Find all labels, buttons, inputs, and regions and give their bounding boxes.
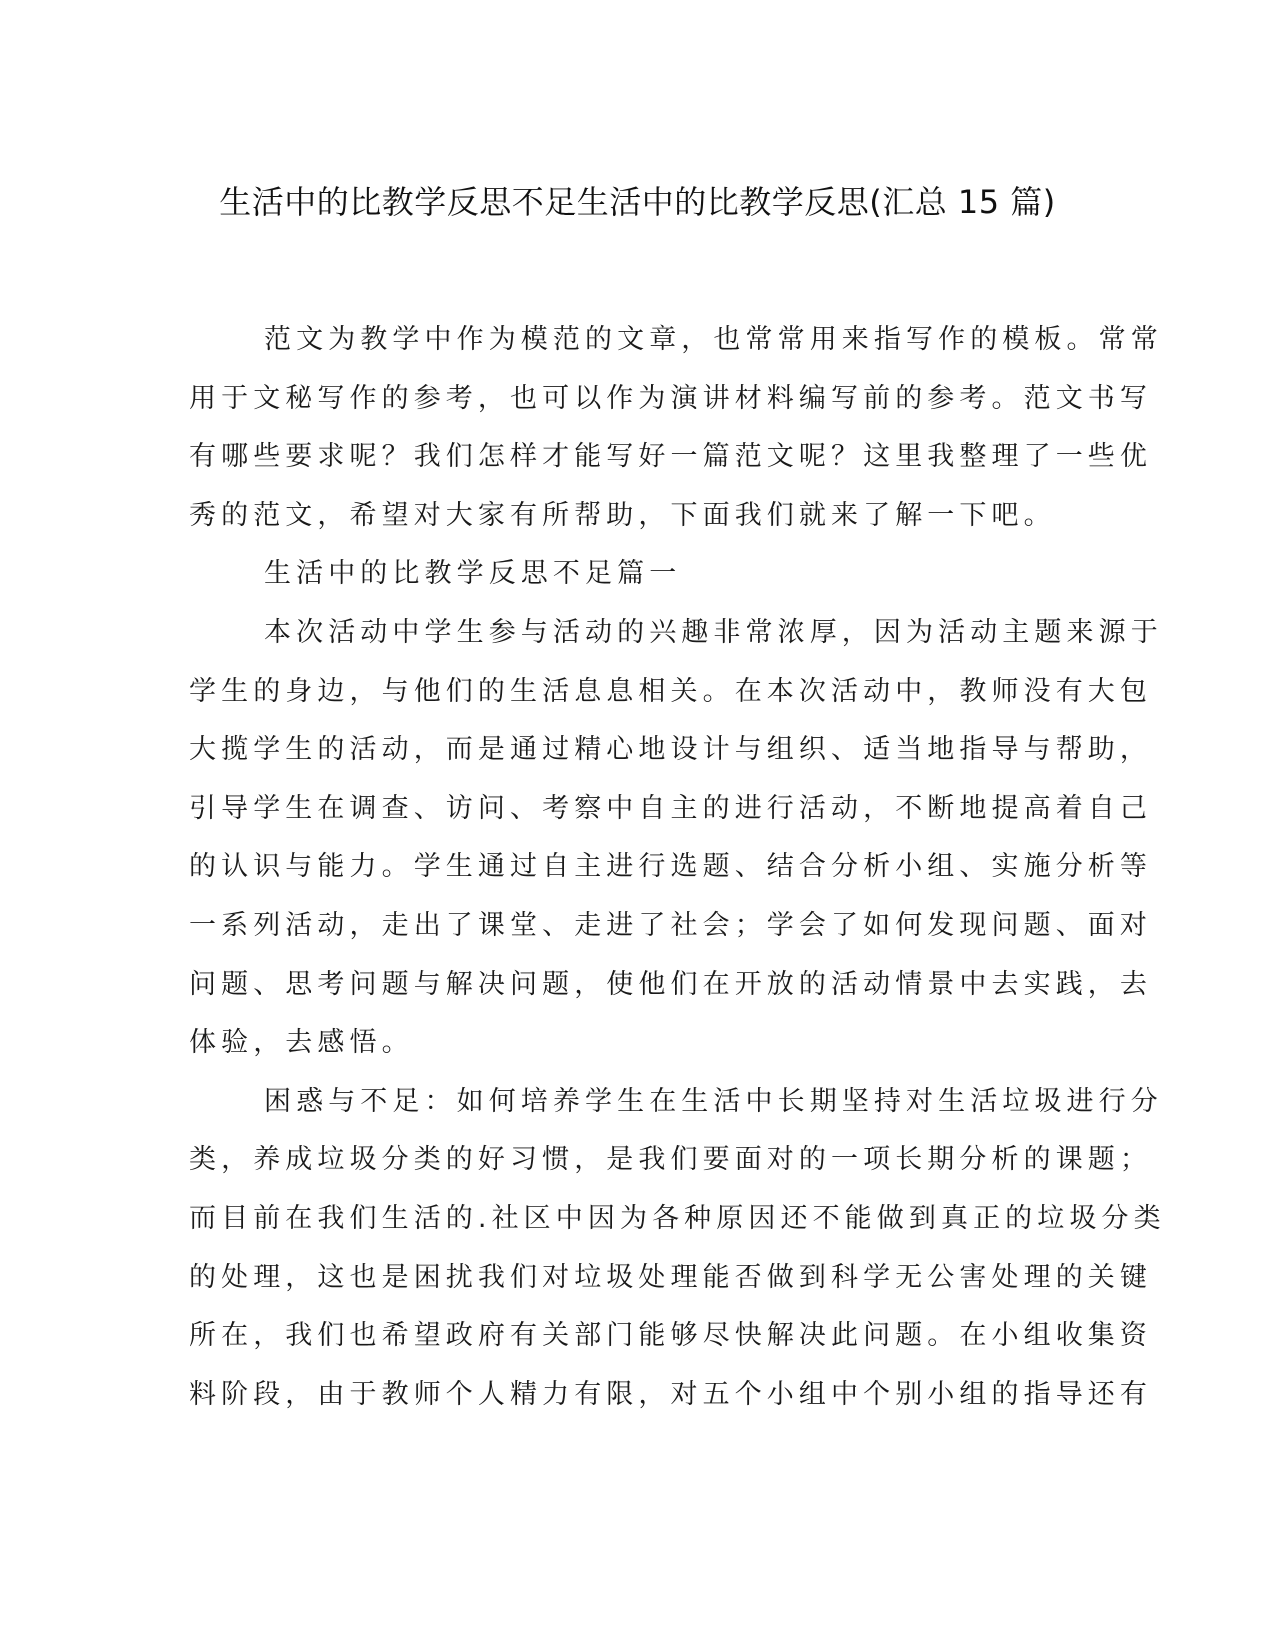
text-line: 学生的身边，与他们的生活息息相关。在本次活动中，教师没有大包: [189, 675, 1152, 707]
text-line: 所在，我们也希望政府有关部门能够尽快解决此问题。在小组收集资: [189, 1320, 1152, 1352]
text-line: 范文为教学中作为模范的文章，也常常用来指写作的模板。常常: [264, 324, 1163, 355]
text-line: 而目前在我们生活的.社区中因为各种原因还不能做到真正的垃圾分类: [189, 1203, 1166, 1234]
text-line: 大揽学生的活动，而是通过精心地设计与组织、适当地指导与帮助，: [189, 734, 1152, 766]
text-line: 料阶段，由于教师个人精力有限，对五个小组中个别小组的指导还有: [189, 1378, 1152, 1410]
text-line: 秀的范文，希望对大家有所帮助，下面我们就来了解一下吧。: [189, 499, 1056, 531]
text-line: 问题、思考问题与解决问题，使他们在开放的活动情景中去实践，去: [189, 968, 1152, 1000]
text-line: 的认识与能力。学生通过自主进行选题、结合分析小组、实施分析等: [189, 851, 1152, 883]
text-line: 体验，去感悟。: [189, 1027, 414, 1059]
text-line: 有哪些要求呢？我们怎样才能写好一篇范文呢？这里我整理了一些优: [189, 441, 1152, 473]
document-title: 生活中的比教学反思不足生活中的比教学反思(汇总 15 篇): [219, 183, 1056, 221]
text-line: 本次活动中学生参与活动的兴趣非常浓厚，因为活动主题来源于: [264, 617, 1163, 648]
text-line: 生活中的比教学反思不足篇一: [264, 558, 682, 590]
text-line: 困惑与不足：如何培养学生在生活中长期坚持对生活垃圾进行分: [264, 1085, 1163, 1117]
text-line: 的处理，这也是困扰我们对垃圾处理能否做到科学无公害处理的关键: [189, 1261, 1152, 1293]
text-line: 类，养成垃圾分类的好习惯，是我们要面对的一项长期分析的课题；: [189, 1144, 1152, 1176]
text-line: 一系列活动，走出了课堂、走进了社会；学会了如何发现问题、面对: [189, 910, 1152, 941]
text-line: 引导学生在调查、访问、考察中自主的进行活动，不断地提高着自己: [189, 792, 1152, 824]
text-line: 用于文秘写作的参考，也可以作为演讲材料编写前的参考。范文书写: [189, 382, 1152, 414]
